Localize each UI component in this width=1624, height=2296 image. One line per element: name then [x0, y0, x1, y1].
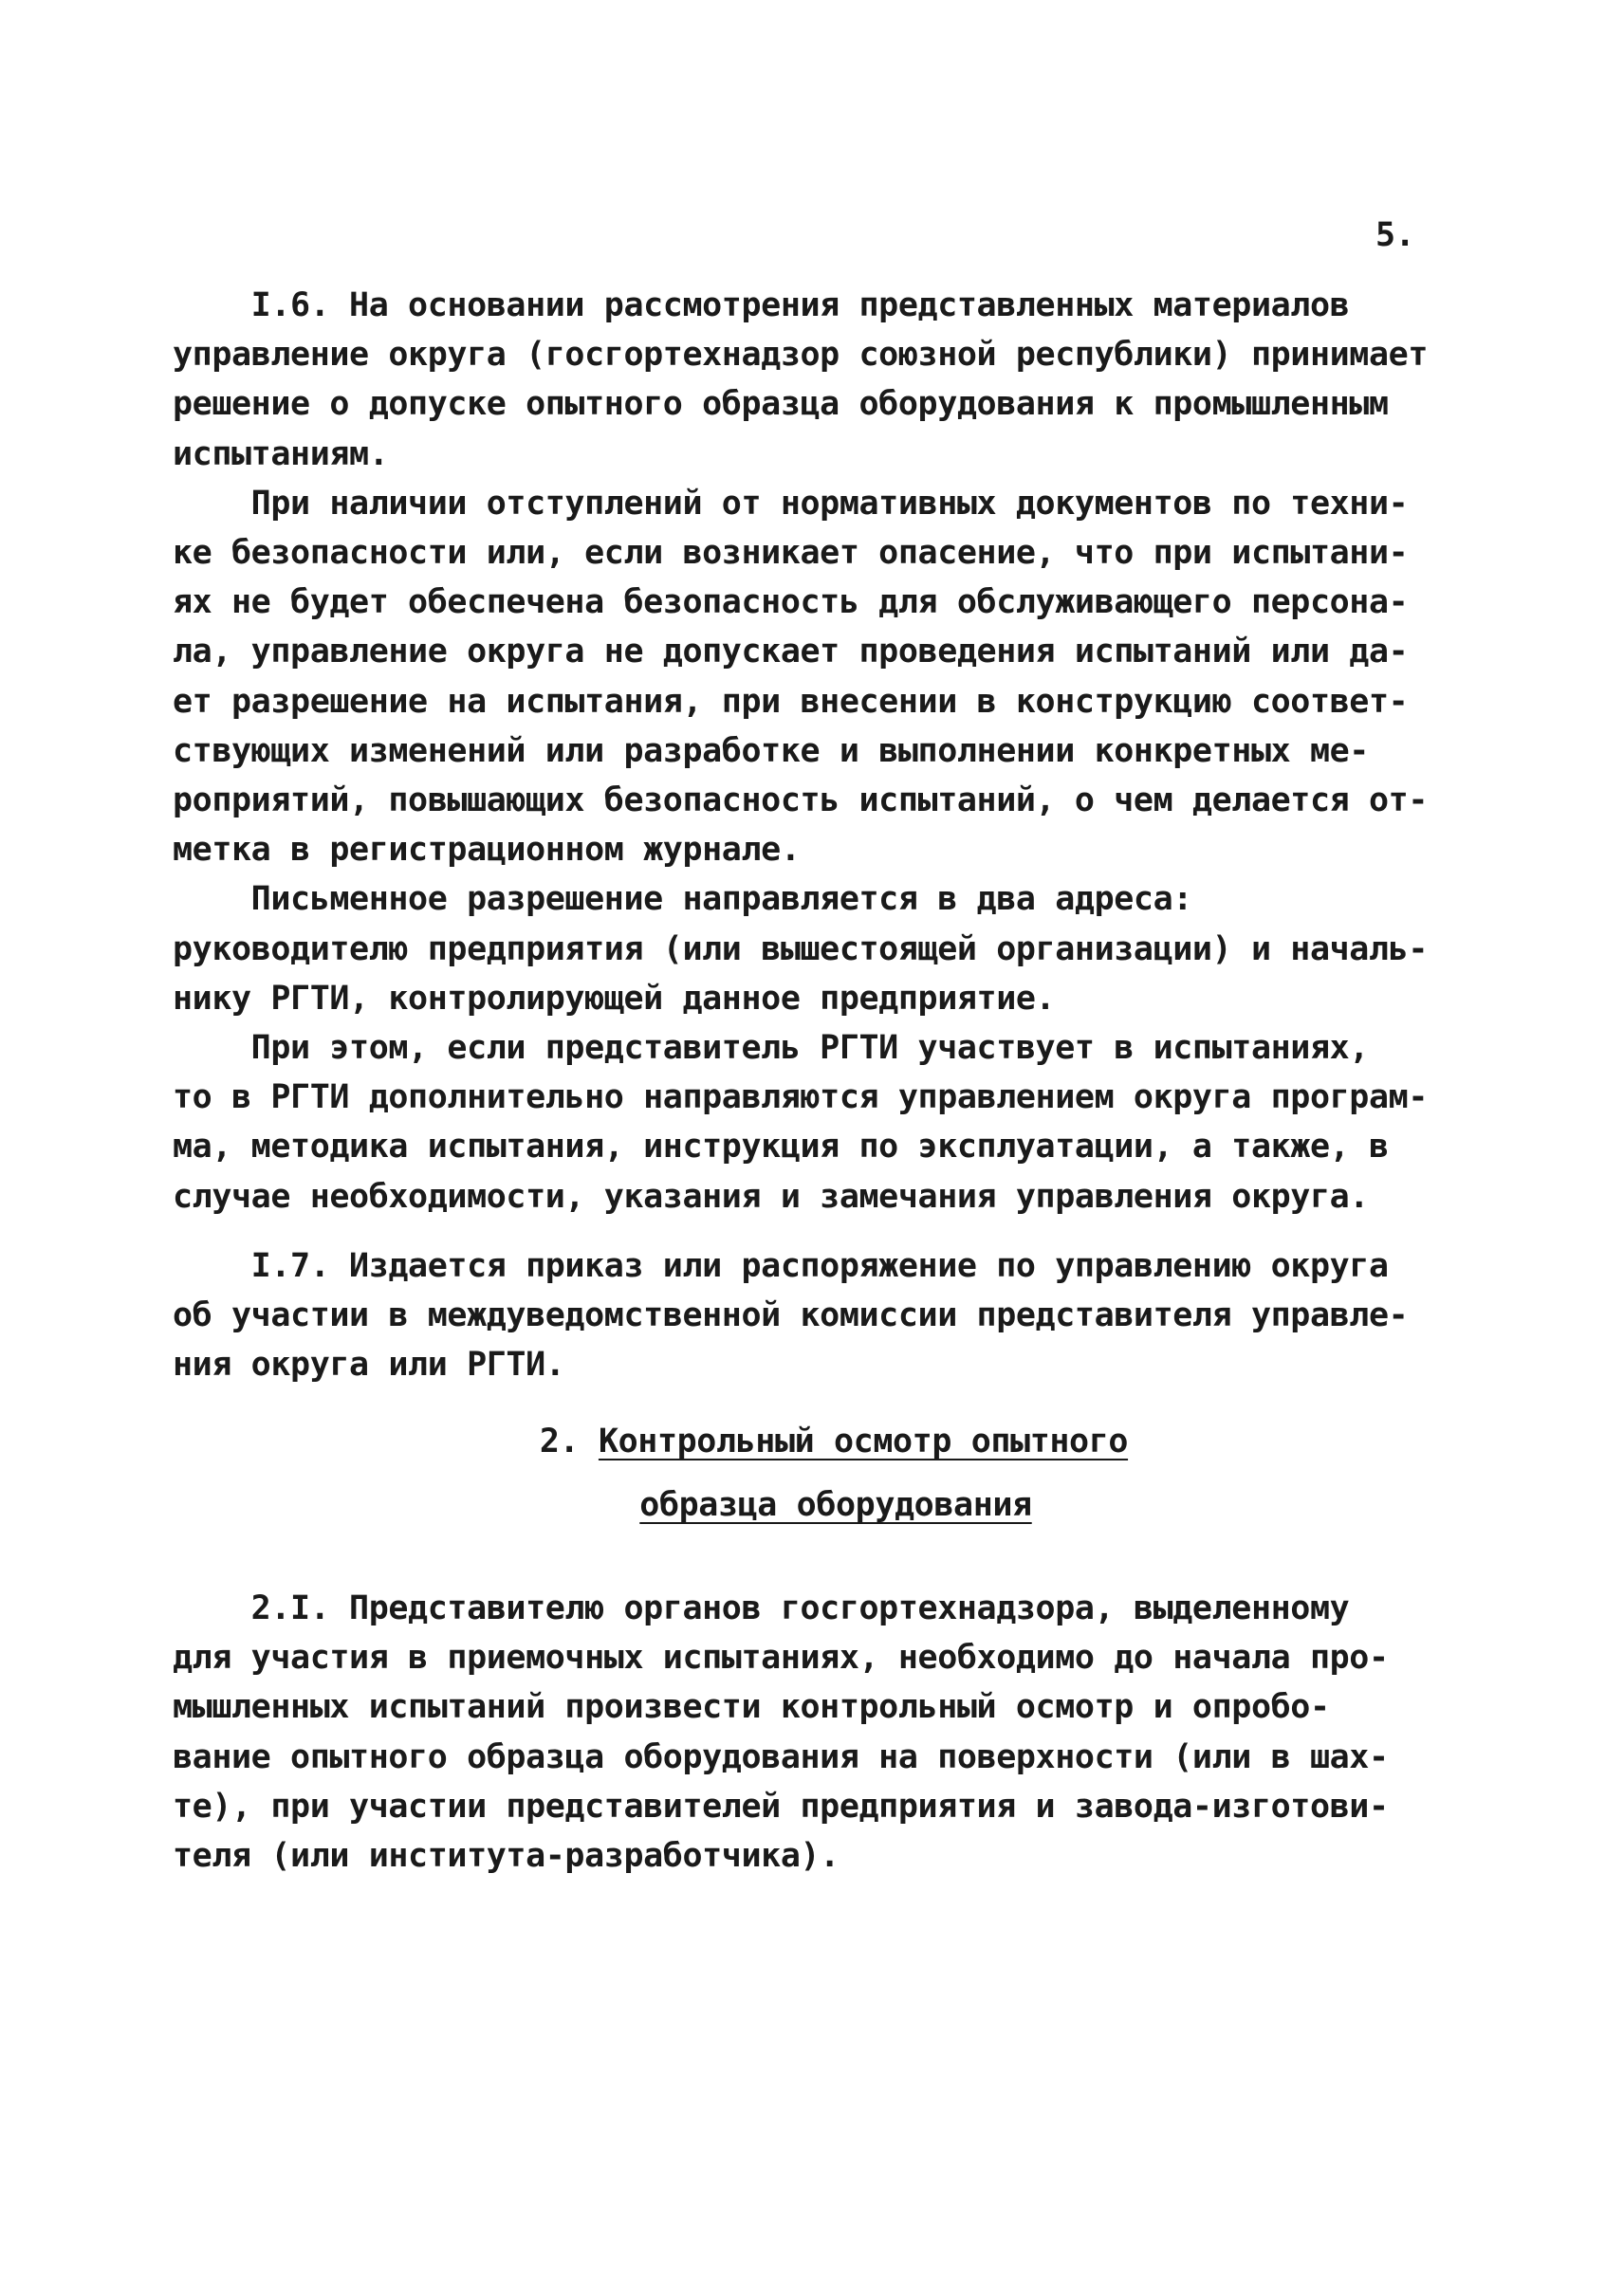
page-number: 5.: [1375, 216, 1415, 254]
paragraph-1-6: I.6. На основании рассмотрения представленных материалов управление округа (госгортехнадзор союзной республики) принимает решение о допуске опытного образца оборудования к промышленным испытаниям. При наличии отступлений от нормативных документов по техни- ке безопасности или, если возникает опасение, что при испытани- ях не будет обеспечена безопасность для обслуживающего персона- ла, управление округа не допускает проведения испытаний или да- ет разрешение на испытания, при внесении в конструкцию соответ- ствующих изменений или разработке и выполнении конкретных ме- роприятий, повышающих безопасность испытаний, о чем делается от- метка в регистрационном журнале. Письменное разрешение направляется в два адреса: руководителю предприятия (или вышестоящей организации) и началь- нику РГТИ, контролирующей данное предприятие. При этом, если представитель РГТИ участвует в испытаниях, то в РГТИ дополнительно направляются управлением округа програм- ма, методика испытания, инструкция по эксплуатации, а также, в случае необходимости, указания и замечания управления округа.: [173, 286, 1428, 1216]
paragraph-2-1: 2.I. Представителю органов госгортехнадзора, выделенному для участия в приемочных испытаниях, необходимо до начала про- мышленных испытаний произвести контрольный осмотр и опробо- вание опытного образца оборудования на поверхности (или в шах- те), при участии представителей предприятия и завода-изготови- теля (или института-разработчика).: [173, 1589, 1389, 1876]
section-2-heading: [22, 1417, 1624, 1466]
section-2-title-line-1: Контрольный осмотр опытного: [598, 1423, 1129, 1460]
paragraph-1-7: I.7. Издается приказ или распоряжение по управлению округа об участии в междуведомственной комиссии представителя управле- ния округа или РГТИ.: [173, 1247, 1409, 1385]
section-2-title-line-2: образца оборудования: [639, 1486, 1032, 1524]
section-2-number: 2.: [539, 1423, 580, 1460]
section-2-heading-continuation: [24, 1480, 1624, 1530]
